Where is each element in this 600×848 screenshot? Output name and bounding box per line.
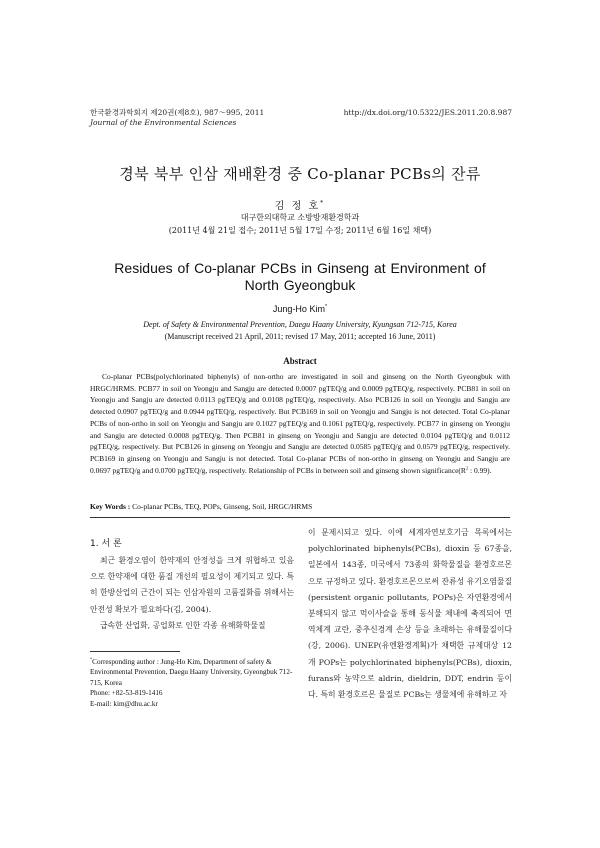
english-title: Residues of Co-planar PCBs in Ginseng at Environment of North Gyeongbuk: [114, 260, 486, 293]
corresponding-author-footnote: [90, 657, 294, 709]
intro-paragraph-2: 급속한 산업화, 공업화로 인한 각종 유해화학물질: [100, 620, 266, 630]
korean-author-name: 김 정 호: [274, 201, 321, 212]
korean-dates: (2011년 4월 21일 접수; 2011년 5월 17일 수정; 2011년 6월 16일 채택): [168, 226, 432, 235]
footnote-phone: Phone: +82-53-819-1416: [90, 689, 163, 698]
keywords-label: Key Words :: [90, 502, 131, 511]
journal-name-en: Journal of the Environmental Sciences: [90, 118, 237, 127]
english-author: [0, 304, 600, 314]
abstract-text: Co-planar PCBs(polychlorinated biphenyls) of non-ortho are investigated in soil and ginseng on the North Gyeongbuk with HRGC/HRMS. PCB77 in soil on Yeongju and Sangju are detected 0.0007 pgTEQ/g and 0.0009 pgTEQ/g, respectively. PCB81 in soil on Yeongju and Sangju are detected 0.0113 pgTEQ/g and 0.0108 pgTEQ/g, respectively. Also PCB126 in soil on Yeongju and Sangju are detected 0.0907 pgTEQ/g and 0.0944 pgTEQ/g, respectively. But PCB169 in soil on Yeongju and Sangju is not detected. Total Co-planar PCBs of non-ortho in soil on Yeongju and Sangju are 0.1027 pgTEQ/g and 0.1061 pgTEQ/g, respectively. PCB77 in ginseng on Yeongju and Sangju are detected 0.0008 pgTEQ/g. Then PCB81 in ginseng on Yeongju and Sangju are detected 0.0104 pgTEQ/g and 0.0112 pgTEQ/g, respectively. But PCB126 in ginseng on Yeongju and Sangju are detected 0.0585 pgTEQ/g and 0.0579 pgTEQ/g, respectively. PCB169 in ginseng on Yeongju and Sangju is not detected. Total Co-planar PCBs of non-ortho in ginseng on Yeongju and Sangju are 0.0697 pgTEQ/g and 0.0700 pgTEQ/g, respectively. Relationship of PCBs in between soil and ginseng shown significance(R: [90, 372, 510, 475]
abstract-text-end: : 0.99).: [468, 465, 492, 475]
korean-author-mark: *: [320, 199, 326, 207]
section-heading-intro: 1. 서 론: [90, 539, 122, 549]
intro-paragraph-1: 최근 환경오염이 한약재의 안정성을 크게 위협하고 있음으로 한약재에 대한 품질 개선의 필요성이 제기되고 있다. 특히 한방산업의 근간이 되는 인삼자원의 고품질화를 위해서는 안전성 확보가 필요하다(김, 2004).: [90, 556, 294, 614]
divider: [90, 517, 510, 518]
abstract-body: [90, 371, 510, 476]
english-author-mark: *: [324, 304, 328, 310]
footnote-author-line: Corresponding author : Jung-Ho Kim, Department of safety & Environmental Prevention, Daegu Haany University, Gyeongbuk 712-715, Korea: [90, 658, 293, 687]
footnote-divider: [90, 651, 180, 652]
journal-header: [90, 108, 264, 128]
r2-superscript: 2: [465, 465, 469, 471]
footnote-mark: *: [90, 656, 93, 662]
korean-title: 경북 북부 인삼 재배환경 중 Co-planar PCBs의 잔류: [119, 165, 481, 183]
english-affiliation: Dept. of Safety & Environmental Prevention, Daegu Haany University, Kyungsan 712-715, Korea: [143, 320, 457, 329]
doi-link[interactable]: http://dx.doi.org/10.5322/JES.2011.20.8.987: [343, 108, 512, 117]
intro-paragraph-continued: 이 문제시되고 있다. 이에 세계자연보호기금 목록에서는 polychlorinated biphenyls(PCBs), dioxin 등 67종을, 일본에서 143종, 미국에서 73종의 화학물질을 환경호르몬으로 규정하고 있다. 환경호르몬으로써 잔류성 유기오염물질(persistent organic pollutants, POPs)은 자연환경에서 분해되지 않고 먹이사슬을 통해 동식물 체내에 축적되어 면역체계 교란, 중추신경계 손상 등을 초래하는 유해물질이다(강, 2006). UNEP(유엔환경계획)가 채택한 규제대상 12개 POPs는 polychlorinated biphenyls(PCBs), dioxin, furans와 농약으로 aldrin, dieldrin, DDT, endrin 등이다. 특히 환경호르몬 물질로 PCBs는 생물체에 유해하고 자: [308, 528, 512, 700]
abstract-heading: Abstract: [283, 356, 317, 366]
english-dates: (Manuscript received 21 April, 2011; revised 17 May, 2011; accepted 16 June, 2011): [164, 332, 436, 341]
footnote-email[interactable]: E-mail: kim@dhu.ac.kr: [90, 699, 158, 708]
keywords: [90, 502, 510, 511]
journal-citation-kr: 한국환경과학회지 제20권(제8호), 987～995, 2011: [90, 108, 265, 117]
footnote-corresponding: [90, 657, 294, 688]
right-column: [308, 525, 512, 703]
korean-author: [0, 197, 600, 212]
korean-affiliation: 대구한의대학교 소방방재환경학과: [240, 213, 360, 222]
keywords-list: Co-planar PCBs, TEQ, POPs, Ginseng, Soil, HRGC/HRMS: [130, 502, 313, 511]
english-author-name: Jung-Ho Kim: [272, 304, 325, 314]
left-column: [90, 553, 294, 634]
